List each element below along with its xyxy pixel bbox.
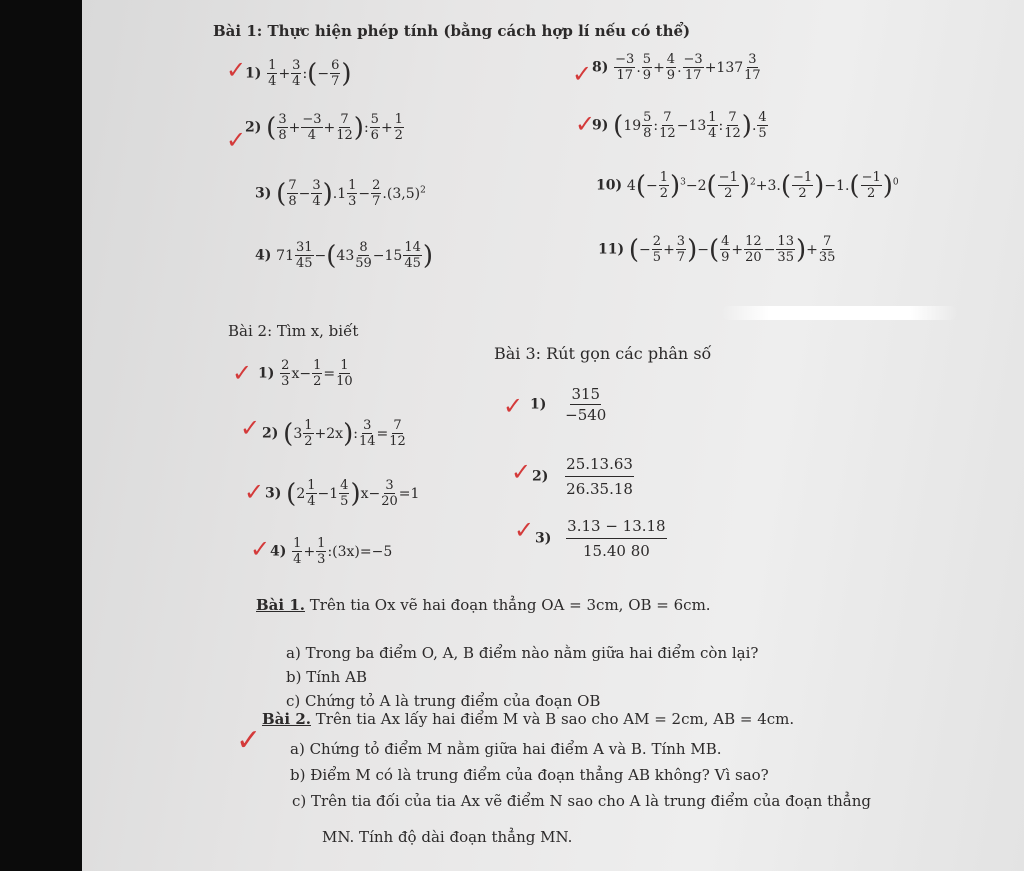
geometry-1b: b) Tính AB bbox=[286, 668, 367, 686]
check-mark-icon: ✓ bbox=[244, 478, 265, 506]
check-mark-icon: ✓ bbox=[226, 126, 247, 154]
check-mark-icon: ✓ bbox=[232, 359, 253, 387]
geometry-2b: b) Điểm M có là trung điểm của đoạn thẳng AB không? Vì sao? bbox=[290, 766, 769, 784]
check-mark-icon: ✓ bbox=[250, 535, 271, 563]
bai1-exercise-9: 9) (19 $\frac{5}{8}$ : $\frac{7}{12}$ −13 $\frac{1}{4}$ : $\frac{7}{12}$ ). $\frac{4}{5}$ bbox=[592, 110, 767, 141]
bai1-exercise-11: 11) (− $\frac{2}{5}$ + $\frac{3}{7}$ )−( $\frac{4}{9}$ + $\frac{12}{20}$ − $\frac{13}{35}$ )+ $\frac{7}{35}$ bbox=[598, 234, 836, 265]
bai1-exercise-8: 8) $\frac{-3}{17}$ . $\frac{5}{9}$ + $\frac{4}{9}$ . $\frac{-3}{17}$ +137 $\frac{3}{17}$ bbox=[592, 52, 761, 83]
bai3-exercise-3: 3) $\frac{3.13 - 13.18}{15.40 80}$ bbox=[535, 514, 668, 563]
check-mark-icon: ✓ bbox=[572, 60, 593, 88]
check-mark-icon: ✓ bbox=[226, 56, 247, 84]
check-mark-icon: ✓ bbox=[514, 516, 535, 544]
bai2-exercise-2: 2) (3 $\frac{1}{2}$ +2x): $\frac{3}{14}$ = $\frac{7}{12}$ bbox=[262, 418, 406, 449]
light-glare bbox=[722, 306, 957, 320]
bai2-exercise-3: 3) (2 $\frac{1}{4}$ −1 $\frac{4}{5}$ )x− $\frac{3}{20}$ =1 bbox=[265, 478, 420, 509]
check-mark-icon: ✓ bbox=[503, 392, 524, 420]
check-mark-icon: ✓ bbox=[240, 414, 261, 442]
bai1-exercise-4: 4) 71 $\frac{31}{45}$ −(43 $\frac{8}{59}$ −15 $\frac{14}{45}$ ) bbox=[255, 240, 434, 271]
geometry-2c-continued: MN. Tính độ dài đoạn thẳng MN. bbox=[322, 828, 573, 846]
check-mark-icon: ✓ bbox=[511, 458, 532, 486]
bai2-exercise-4: 4) $\frac{1}{4}$ + $\frac{1}{3}$ :(3x)=−5 bbox=[270, 536, 393, 567]
geometry-1c: c) Chứng tỏ A là trung điểm của đoạn OB bbox=[286, 692, 601, 710]
geometry-problem-2: Bài 2. Trên tia Ax lấy hai điểm M và B sao cho AM = 2cm, AB = 4cm. bbox=[262, 710, 795, 728]
bai1-exercise-2: 2) ( $\frac{3}{8}$ + $\frac{-3}{4}$ + $\frac{7}{12}$ ): $\frac{5}{6}$ + $\frac{1}{2}$ bbox=[245, 112, 403, 143]
bai3-title: Bài 3: Rút gọn các phân số bbox=[494, 344, 712, 363]
geometry-1a: a) Trong ba điểm O, A, B điểm nào nằm giữa hai điểm còn lại? bbox=[286, 644, 759, 662]
geometry-problem-1: Bài 1. Trên tia Ox vẽ hai đoạn thẳng OA = 3cm, OB = 6cm. bbox=[256, 596, 711, 614]
bai1-exercise-1: 1) $\frac{1}{4}$ + $\frac{3}{4}$ :(− $\frac{6}{7}$ ) bbox=[245, 58, 352, 89]
check-mark-icon: ✓ bbox=[236, 723, 262, 758]
bai1-exercise-3: 3) ( $\frac{7}{8}$ − $\frac{3}{4}$ ).1 $\frac{1}{3}$ − $\frac{2}{7}$ $.(3,5)^2$ bbox=[255, 178, 426, 209]
geometry-2a: a) Chứng tỏ điểm M nằm giữa hai điểm A và B. Tính MB. bbox=[290, 740, 722, 758]
geometry-2c: c) Trên tia đối của tia Ax vẽ điểm N sao cho A là trung điểm của đoạn thẳng bbox=[292, 792, 871, 810]
bai2-title: Bài 2: Tìm x, biết bbox=[228, 322, 359, 340]
bai2-exercise-1: 1) $\frac{2}{3}$ x− $\frac{1}{2}$ = $\frac{1}{10}$ bbox=[258, 358, 353, 389]
bai3-exercise-1: 1) $\frac{315}{-540}$ bbox=[530, 385, 607, 424]
bai1-exercise-10: 10) 4(− $\frac{1}{2}$ )$^3$−2( $\frac{-1}{2}$ )$^2$+3.( $\frac{-1}{2}$ )−1.( $\frac{-1}{2}$ )$^0$ bbox=[596, 170, 899, 201]
check-mark-icon: ✓ bbox=[575, 110, 596, 138]
bai3-exercise-2: 2) $\frac{25.13.63}{26.35.18}$ bbox=[532, 452, 635, 501]
bai1-title: Bài 1: Thực hiện phép tính (bằng cách hợp lí nếu có thể) bbox=[213, 22, 691, 40]
